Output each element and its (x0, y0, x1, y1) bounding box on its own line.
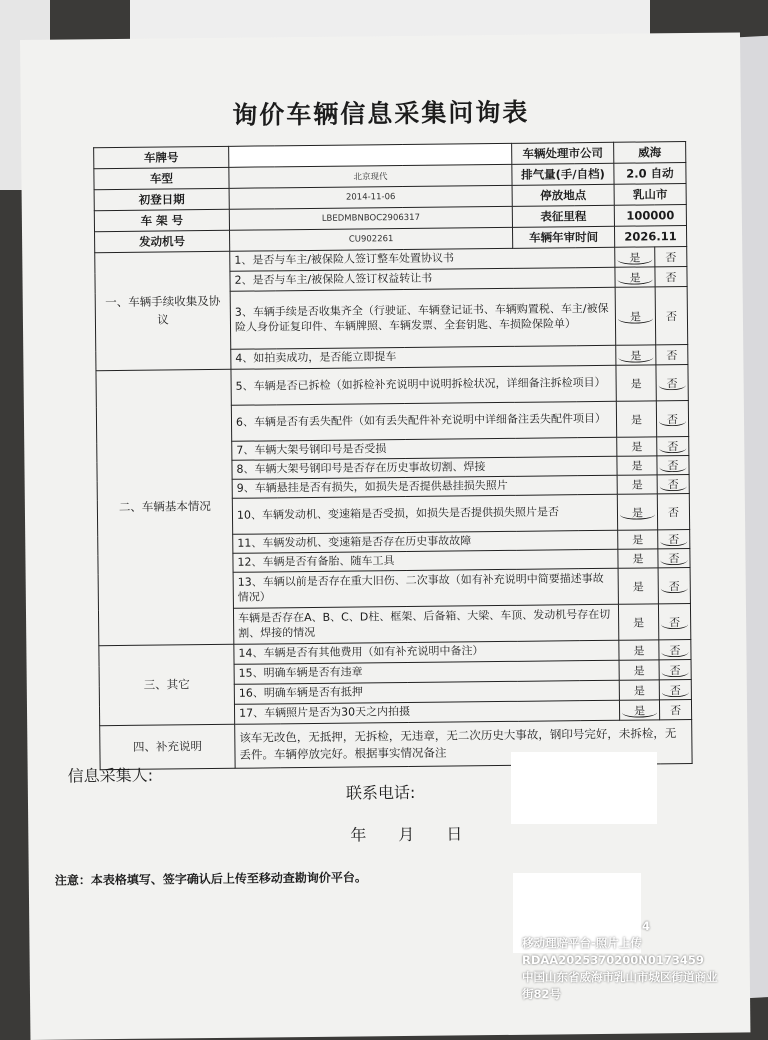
yes-cell: 是 (618, 549, 658, 568)
mileage-value: 100000 (614, 205, 686, 227)
supplement-text: 该车无改色，无抵押，无拆检，无违章，无二次历史大事故，钢印号完好，未拆检，无丢件。车辆停放完好。根据事实情况备注 (235, 720, 692, 769)
yes-cell: 是 (617, 475, 657, 494)
no-cell: 否 (656, 345, 688, 365)
yes-cell: 是 (616, 365, 656, 401)
no-cell: 否 (658, 568, 690, 604)
yes-cell: 是 (615, 267, 655, 287)
engine-value: CU902261 (230, 227, 513, 251)
question-text: 2、是否与车主/被保险人签订权益转让书 (230, 267, 615, 291)
question-text: 1、是否与车主/被保险人签订整车处置协议书 (230, 247, 615, 271)
question-text: 14、车辆是否有其他费用（如有补充说明中备注） (234, 640, 619, 664)
question-row (96, 365, 688, 407)
yes-cell: 是 (617, 494, 657, 530)
no-cell: 否 (656, 365, 688, 401)
yes-cell: 是 (618, 530, 658, 549)
model-label: 车型 (94, 167, 229, 189)
location-value: 乳山市 (614, 184, 686, 206)
plate-label: 车牌号 (94, 146, 229, 168)
plate-value-redacted (229, 143, 512, 167)
question-text: 5、车辆是否已拆检（如拆检补充说明中说明拆检状况，详细备注拆检项目） (231, 365, 616, 405)
watermark-line-2: RDAA2025370200N0173459 (522, 953, 704, 967)
yes-cell: 是 (617, 437, 657, 456)
yes-cell: 是 (616, 401, 656, 437)
displacement-value: 2.0 自动 (614, 163, 686, 185)
question-text: 10、车辆发动机、变速箱是否受损，如损失是否提供损失照片是否 (232, 494, 617, 534)
question-text: 13、车辆以前是否存在重大旧伤、二次事故（如有补充说明中简要描述事故情况） (233, 568, 618, 608)
no-cell: 否 (655, 287, 688, 345)
question-text: 16、明确车辆是否有抵押 (234, 680, 619, 704)
yes-cell: 是 (618, 604, 658, 640)
section-3-label: 三、其它 (99, 644, 235, 725)
question-text: 9、车辆悬挂是否有损失，如损失是否提供悬挂损失照片 (232, 475, 617, 498)
question-text: 12、车辆是否有备胎、随车工具 (233, 549, 618, 572)
question-text: 4、如拍卖成功，是否能立即提车 (231, 345, 616, 369)
question-text: 3、车辆手续是否收集齐全（行驶证、车辆登记证书、车辆购置税、车主/被保险人身份证复印件、车辆牌照、车辆发票、全套钥匙、车损险保险单） (230, 287, 616, 349)
date-line: 年 月 日 (350, 824, 463, 845)
question-text: 7、车辆大架号钢印号是否受损 (232, 437, 617, 460)
watermark-line-1: 移动理赔平台-照片上传 (522, 936, 642, 950)
no-cell: 否 (655, 267, 687, 287)
no-cell: 否 (656, 401, 688, 437)
yes-cell: 是 (615, 247, 655, 267)
footer-note: 注意：本表格填写、签字确认后上传至移动查勘询价平台。 (54, 870, 367, 888)
no-cell: 否 (657, 437, 689, 456)
no-cell: 否 (659, 660, 691, 680)
no-cell: 否 (657, 475, 689, 494)
no-cell: 否 (658, 604, 690, 640)
inspection-label: 车辆年审时间 (512, 226, 614, 248)
section-1-label: 一、车辆手续收集及协议 (95, 251, 231, 370)
question-text: 6、车辆是否有丢失配件（如有丢失配件补充说明中详细备注丢失配件项目） (231, 401, 616, 441)
watermark-line-partial: 4 (642, 919, 651, 933)
question-text: 15、明确车辆是否有违章 (234, 660, 619, 684)
location-label: 停放地点 (512, 184, 614, 206)
yes-cell: 是 (619, 680, 659, 700)
supplement-label: 四、补充说明 (100, 724, 235, 769)
question-text: 11、车辆发动机、变速箱是否存在历史事故故障 (233, 530, 618, 553)
engine-label: 发动机号 (95, 230, 230, 252)
watermark-line-3: 中国山东省威海市乳山市城区街道商业 (522, 970, 718, 984)
company-label: 车辆处理市公司 (512, 142, 614, 164)
yes-cell: 是 (617, 456, 657, 475)
mileage-label: 表征里程 (512, 205, 614, 227)
vin-label: 车 架 号 (94, 209, 229, 231)
question-text: 17、车辆照片是否为30天之内拍摄 (234, 700, 619, 724)
yes-cell: 是 (619, 660, 659, 680)
no-cell: 否 (658, 549, 690, 568)
company-value: 威海 (614, 142, 686, 164)
model-value: 北京现代 (229, 164, 512, 188)
yes-cell: 是 (615, 287, 656, 345)
yes-cell: 是 (618, 568, 658, 604)
question-text: 8、车辆大架号钢印号是否存在历史事故切割、焊接 (232, 456, 617, 479)
reg-date-label: 初登日期 (94, 188, 229, 210)
question-text: 车辆是否存在A、B、C、D柱、框架、后备箱、大梁、车顶、发动机号存在切割、焊接的情况 (233, 604, 618, 644)
inquiry-table (93, 141, 692, 770)
reg-date-value: 2014-11-06 (229, 185, 512, 209)
no-cell: 否 (655, 247, 687, 267)
yes-cell: 是 (619, 700, 659, 720)
yes-cell: 是 (619, 640, 659, 660)
form-title: 询价车辆信息采集问询表 (232, 97, 530, 130)
yes-cell: 是 (616, 345, 656, 365)
no-cell: 否 (657, 494, 689, 530)
no-cell: 否 (657, 456, 689, 475)
watermark-line-4: 街82号 (522, 987, 562, 1001)
phone-label: 联系电话: (345, 782, 416, 803)
redacted-phone (511, 752, 657, 824)
no-cell: 否 (659, 640, 691, 660)
vin-value: LBEDMBNBOC2906317 (229, 206, 512, 230)
collector-label: 信息采集人: (67, 765, 154, 786)
inspection-value: 2026.11 (614, 226, 686, 248)
displacement-label: 排气量(手/自档) (512, 163, 614, 185)
no-cell: 否 (659, 700, 691, 720)
no-cell: 否 (659, 680, 691, 700)
section-2-label: 二、车辆基本情况 (96, 369, 234, 645)
no-cell: 否 (658, 530, 690, 549)
photo-watermark (522, 918, 718, 1003)
